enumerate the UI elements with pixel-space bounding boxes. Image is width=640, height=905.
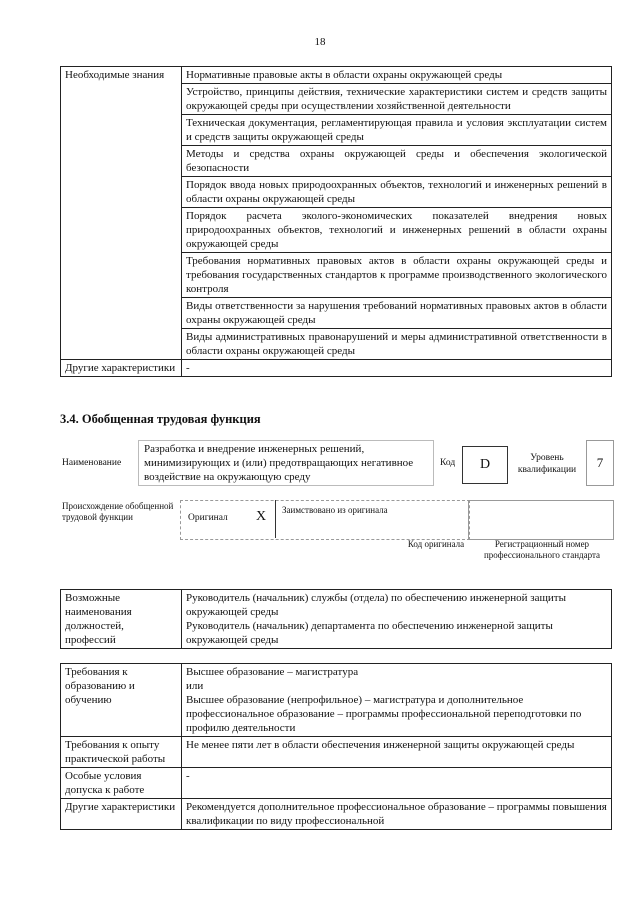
page-number: 18: [314, 36, 326, 48]
borrowed-label: Заимствовано из оригинала: [282, 505, 388, 515]
knowledge-item: Нормативные правовые акты в области охраны окружающей среды: [182, 67, 612, 84]
other-characteristics-label: Другие характеристики: [61, 360, 182, 377]
name-box: [138, 440, 434, 486]
name-label: Наименование: [62, 458, 122, 468]
positions-values: [182, 590, 612, 649]
experience-value: Не менее пяти лет в области обеспечения инженерной защиты окружающей среды: [182, 737, 612, 768]
knowledge-table: [60, 66, 612, 377]
code-box: [462, 446, 508, 484]
level-label: Уровень квалификации: [517, 453, 577, 475]
education-value: [182, 664, 612, 737]
admission-conditions-label: Особые условия допуска к работе: [61, 768, 182, 799]
knowledge-item: Порядок ввода новых природоохранных объектов, технологий и инженерных решений в области охраны окружающей среды: [182, 177, 612, 208]
knowledge-item: Виды административных правонарушений и меры административной ответственности в области охраны окружающей среды: [182, 329, 612, 360]
knowledge-item: Требования нормативных правовых актов в области охраны окружающей среды и требования государственных стандартов к программе производственного экологического контроля: [182, 253, 612, 298]
knowledge-item: Техническая документация, регламентирующая правила и условия эксплуатации систем и средств защиты окружающей среды: [182, 115, 612, 146]
section-title: 3.4. Обобщенная трудовая функция: [60, 412, 261, 426]
origin-label: Происхождение обобщенной трудовой функции: [62, 501, 174, 522]
positions-table: [60, 589, 612, 649]
education-label: Требования к образованию и обучению: [61, 664, 182, 737]
knowledge-label: Необходимые знания: [61, 67, 182, 360]
other-characteristics-value-2: Рекомендуется дополнительное профессиональное образование – программы повышения квалификации по виду профессиональной: [182, 799, 612, 830]
other-characteristics-label-2: Другие характеристики: [61, 799, 182, 830]
code-label: Код: [440, 458, 456, 468]
knowledge-item: Устройство, принципы действия, технические характеристики систем и средств защиты окружающей среды при осуществлении хозяйственной деятельности: [182, 84, 612, 115]
code-value: D: [479, 457, 491, 472]
reg-number-box: [468, 500, 614, 540]
position-item: Руководитель (начальник) службы (отдела) по обеспечению инженерной защиты окружающей среды: [186, 592, 566, 618]
original-label: Оригинал: [188, 513, 228, 523]
education-line: или: [186, 680, 204, 692]
position-item: Руководитель (начальник) департамента по обеспечению инженерной защиты окружающей среды: [186, 620, 553, 646]
positions-label: Возможные наименования должностей, профессий: [61, 590, 182, 649]
code-original-caption: Код оригинала: [407, 539, 465, 549]
requirements-table: [60, 663, 612, 830]
knowledge-item: Методы и средства охраны окружающей среды и обеспечения экологической безопасности: [182, 146, 612, 177]
other-characteristics-value: -: [182, 360, 612, 377]
knowledge-item: Виды ответственности за нарушения требований нормативных правовых актов в области охраны окружающей среды: [182, 298, 612, 329]
name-value: Разработка и внедрение инженерных решений, минимизирующих и (или) предотвращающих негативное воздействие на окружающую среду: [144, 443, 414, 483]
education-line: Высшее образование – магистратура: [186, 666, 359, 678]
original-mark: X: [256, 509, 267, 524]
reg-number-caption: Регистрационный номер профессионального стандарта: [483, 539, 601, 560]
education-line: Высшее образование (непрофильное) – магистратура и дополнительное профессиональное образование – программы профессиональной переподготовки по профилю деятельности: [186, 694, 582, 734]
knowledge-item: Порядок расчета эколого-экономических показателей внедрения новых природоохранных объектов, технологий и инженерных решений в области охраны окружающей среды: [182, 208, 612, 253]
origin-divider: [275, 500, 276, 538]
level-box: [586, 440, 614, 486]
admission-conditions-value: -: [182, 768, 612, 799]
experience-label: Требования к опыту практической работы: [61, 737, 182, 768]
level-value: 7: [596, 455, 604, 470]
